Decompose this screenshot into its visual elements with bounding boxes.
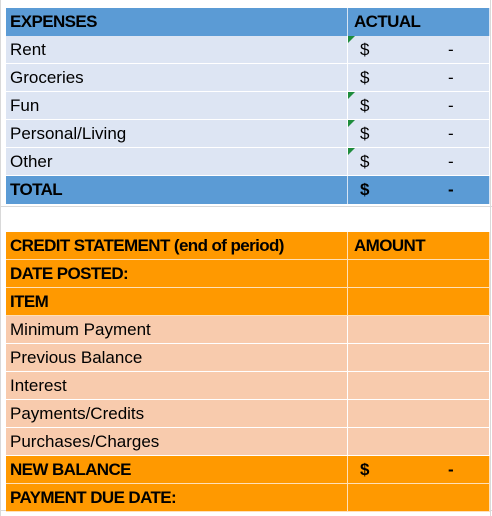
credit-label-cell[interactable]: Interest — [6, 372, 348, 400]
error-indicator-icon — [348, 120, 355, 127]
expenses-total-row — [6, 176, 490, 204]
credit-label-cell[interactable]: Minimum Payment — [6, 316, 348, 344]
date-posted-label-cell[interactable]: DATE POSTED: — [6, 260, 348, 288]
value-text: - — [448, 40, 454, 59]
expense-row-other — [6, 148, 490, 176]
expense-label-cell[interactable]: Other — [6, 148, 348, 176]
payment-due-value-cell[interactable] — [348, 484, 490, 512]
date-posted-row — [6, 260, 490, 288]
expense-row-personal-living — [6, 120, 490, 148]
expense-label-cell[interactable]: Personal/Living — [6, 120, 348, 148]
value-text: - — [448, 124, 454, 143]
currency-symbol: $ — [360, 40, 370, 59]
expense-value-cell[interactable] — [348, 64, 490, 92]
expense-value-cell[interactable] — [348, 36, 490, 64]
value-text: - — [448, 96, 454, 115]
credit-row-previous-balance — [6, 344, 490, 372]
credit-header-row — [6, 232, 490, 260]
gridline — [490, 0, 491, 516]
credit-value-cell[interactable] — [348, 316, 490, 344]
credit-row-payments-credits — [6, 400, 490, 428]
item-label-cell[interactable]: ITEM — [6, 288, 348, 316]
currency-symbol: $ — [360, 124, 370, 143]
credit-label-cell[interactable]: Payments/Credits — [6, 400, 348, 428]
credit-row-minimum-payment — [6, 316, 490, 344]
expense-value-cell[interactable] — [348, 148, 490, 176]
credit-header-cell[interactable]: CREDIT STATEMENT (end of period) — [6, 232, 348, 260]
credit-value-cell[interactable] — [348, 372, 490, 400]
item-row — [6, 288, 490, 316]
currency-symbol: $ — [360, 96, 370, 115]
item-value-cell[interactable] — [348, 288, 490, 316]
credit-value-cell[interactable] — [348, 428, 490, 456]
error-indicator-icon — [348, 36, 355, 43]
credit-row-interest — [6, 372, 490, 400]
total-label-cell[interactable]: TOTAL — [6, 176, 348, 204]
value-text: - — [448, 68, 454, 87]
value-text: - — [448, 180, 454, 199]
new-balance-label-cell[interactable]: NEW BALANCE — [6, 456, 348, 484]
expense-row-groceries — [6, 64, 490, 92]
credit-value-cell[interactable] — [348, 344, 490, 372]
actual-header-cell[interactable]: ACTUAL — [348, 8, 490, 36]
currency-symbol: $ — [360, 68, 370, 87]
payment-due-label-cell[interactable]: PAYMENT DUE DATE: — [6, 484, 348, 512]
expense-row-rent — [6, 36, 490, 64]
expense-label-cell[interactable]: Fun — [6, 92, 348, 120]
credit-row-purchases-charges — [6, 428, 490, 456]
currency-symbol: $ — [360, 460, 369, 479]
gridline — [0, 0, 1, 516]
payment-due-row — [6, 484, 490, 512]
gridline — [0, 206, 492, 207]
value-text: - — [448, 460, 454, 479]
credit-label-cell[interactable]: Previous Balance — [6, 344, 348, 372]
expense-value-cell[interactable] — [348, 92, 490, 120]
expense-row-fun — [6, 92, 490, 120]
error-indicator-icon — [348, 148, 355, 155]
credit-value-cell[interactable] — [348, 400, 490, 428]
expense-label-cell[interactable]: Rent — [6, 36, 348, 64]
credit-label-cell[interactable]: Purchases/Charges — [6, 428, 348, 456]
currency-symbol: $ — [360, 180, 369, 199]
expense-label-cell[interactable]: Groceries — [6, 64, 348, 92]
expense-value-cell[interactable] — [348, 120, 490, 148]
new-balance-value-cell[interactable] — [348, 456, 490, 484]
error-indicator-icon — [348, 92, 355, 99]
expenses-header-row — [6, 8, 490, 36]
amount-header-cell[interactable]: AMOUNT — [348, 232, 490, 260]
date-posted-value-cell[interactable] — [348, 260, 490, 288]
expenses-header-cell[interactable]: EXPENSES — [6, 8, 348, 36]
total-value-cell[interactable] — [348, 176, 490, 204]
currency-symbol: $ — [360, 152, 370, 171]
value-text: - — [448, 152, 454, 171]
new-balance-row — [6, 456, 490, 484]
